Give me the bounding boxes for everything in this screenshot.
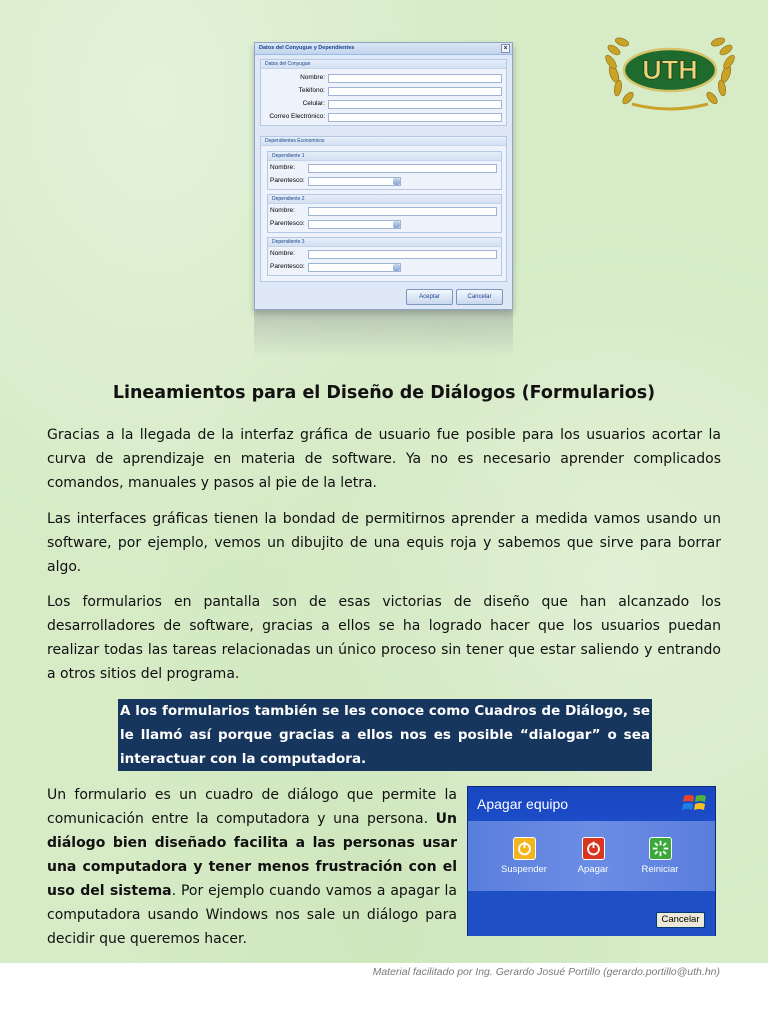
field-label: Nombre:	[300, 74, 325, 81]
dependent-legend: Dependiente 2	[268, 195, 501, 204]
side-text-1: Un formulario es un cuadro de diálogo que permite la comunicación entre la computadora y una persona.	[47, 787, 457, 827]
dialog-title: Datos del Conyugue y Dependientes	[259, 45, 355, 51]
standby-option[interactable]	[489, 837, 559, 875]
spouse-dependents-dialog	[254, 42, 513, 310]
standby-label[interactable]: Suspender	[501, 864, 547, 875]
restart-option[interactable]	[625, 837, 695, 875]
callout-box: A los formularios también se les conoce como Cuadros de Diálogo, se le llamó así porque gracias a ellos nos es posible “dialogar” o sea interactuar con la computadora.	[118, 699, 652, 771]
dialog-reflection	[254, 310, 513, 358]
spouse-email-row	[261, 113, 508, 123]
dependent-relation-row	[270, 220, 499, 230]
dependent-name-row	[270, 164, 499, 174]
shutdown-dialog	[467, 786, 716, 936]
restart-icon[interactable]	[649, 837, 672, 860]
restart-label[interactable]: Reiniciar	[641, 864, 679, 875]
shutdown-title: Apagar equipo	[477, 796, 569, 812]
logo-text: UTH	[642, 55, 698, 85]
spouse-legend: Datos del Conyugue	[261, 60, 506, 69]
dependent-name-row	[270, 207, 499, 217]
dependents-fieldset	[260, 136, 507, 282]
dependent-3-relation-select[interactable]	[308, 263, 401, 272]
accept-button[interactable]: Aceptar	[406, 289, 453, 305]
page-title: Lineamientos para el Diseño de Diálogos (Formularios)	[112, 383, 656, 403]
power-off-option[interactable]	[558, 837, 628, 875]
side-paragraph	[47, 783, 457, 951]
chevron-down-icon[interactable]	[393, 264, 400, 271]
power-off-icon[interactable]	[582, 837, 605, 860]
paragraph-3: Los formularios en pantalla son de esas victorias de diseño que han alcanzado los desarrolladores de software, gracias a ellos se ha logrado hacer que los usuarios puedan realizar todas las tareas relacionadas un único proceso sin tener que estar saliendo y entrando a otros sitios del programa.	[47, 594, 721, 682]
dependent-3-name-input[interactable]	[308, 250, 497, 259]
spouse-cell-input[interactable]	[328, 100, 502, 109]
spouse-email-input[interactable]	[328, 113, 502, 122]
field-label: Parentesco:	[270, 263, 305, 270]
dependent-relation-row	[270, 263, 499, 273]
uth-logo	[602, 34, 738, 112]
paragraph-1: Gracias a la llegada de la interfaz gráfica de usuario fue posible para los usuarios acortar la curva de aprendizaje en materia de software. Ya no es necesario aprender complicados comandos, manuales y pasos al pie de la letra.	[47, 427, 721, 491]
field-label: Nombre:	[270, 164, 295, 171]
dependent-1-relation-select[interactable]	[308, 177, 401, 186]
dependent-relation-row	[270, 177, 499, 187]
dependent-3-fieldset	[267, 237, 502, 276]
shutdown-header	[468, 787, 715, 821]
chevron-down-icon[interactable]	[393, 178, 400, 185]
chevron-down-icon[interactable]	[393, 221, 400, 228]
side-text-bold: Un diálogo bien diseñado facilita a las personas usar una computadora y tener menos frustración con el uso del sistema	[47, 811, 457, 899]
close-icon[interactable]: ×	[501, 44, 510, 53]
field-label: Celular:	[302, 100, 325, 107]
field-label: Parentesco:	[270, 177, 305, 184]
dependent-1-fieldset	[267, 151, 502, 190]
power-off-label[interactable]: Apagar	[577, 864, 609, 875]
dependent-name-row	[270, 250, 499, 260]
field-label: Parentesco:	[270, 220, 305, 227]
dependent-legend: Dependiente 3	[268, 238, 501, 247]
spouse-phone-input[interactable]	[328, 87, 502, 96]
shutdown-cancel-button[interactable]: Cancelar	[656, 912, 705, 928]
windows-flag-icon	[682, 792, 708, 814]
dependent-2-name-input[interactable]	[308, 207, 497, 216]
dependent-2-fieldset	[267, 194, 502, 233]
standby-icon[interactable]	[513, 837, 536, 860]
side-text-2: . Por ejemplo cuando vamos a apagar la computadora usando Windows nos sale un diálogo para decidir que queremos hacer.	[47, 883, 457, 947]
field-label: Nombre:	[270, 250, 295, 257]
spouse-name-row	[261, 74, 508, 84]
dependent-2-relation-select[interactable]	[308, 220, 401, 229]
field-label: Nombre:	[270, 207, 295, 214]
paragraph-2: Las interfaces gráficas tienen la bondad de permitirnos aprender a medida vamos usando un software, por ejemplo, vemos un dibujito de una equis roja y sabemos que sirve para borrar algo.	[47, 511, 721, 575]
spouse-fieldset	[260, 59, 507, 126]
field-label: Correo Electrónico:	[269, 113, 325, 120]
spouse-phone-row	[261, 87, 508, 97]
footer-credit: Material facilitado por Ing. Gerardo Josué Portillo (gerardo.portillo@uth.hn)	[372, 966, 720, 978]
spouse-name-input[interactable]	[328, 74, 502, 83]
spouse-cell-row	[261, 100, 508, 110]
cancel-button[interactable]: Cancelar	[456, 289, 503, 305]
field-label: Teléfono:	[298, 87, 325, 94]
dependent-legend: Dependiente 1	[268, 152, 501, 161]
dependent-1-name-input[interactable]	[308, 164, 497, 173]
dialog-titlebar	[255, 43, 512, 55]
dependents-legend: Dependientes Economicos	[261, 137, 506, 146]
